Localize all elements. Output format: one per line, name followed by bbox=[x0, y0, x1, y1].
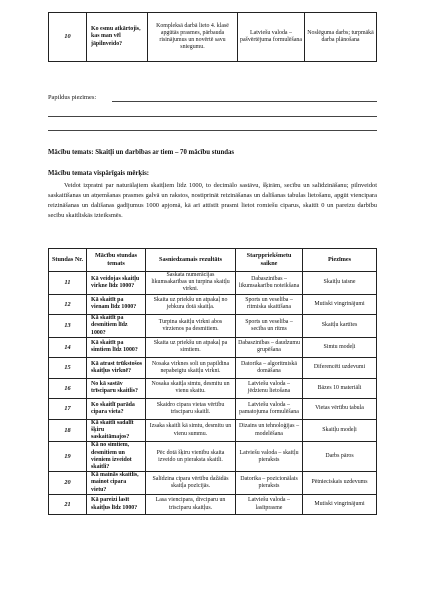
notes-line bbox=[112, 101, 377, 102]
lesson-notes: Skaitļu taisne bbox=[303, 272, 377, 295]
lesson-result: Izsaka skaitli kā simtu, desmitu un vienu summu. bbox=[146, 419, 236, 442]
lesson-result: Nosaka virknes soli un papildina nepabeigtu skaitļu virkni. bbox=[146, 358, 236, 379]
column-header: Stundas Nr. bbox=[49, 249, 87, 272]
lesson-notes: Vietas vērtību tabula bbox=[303, 399, 377, 420]
lesson-result: Skaita uz priekšu un atpakaļ pa simtiem. bbox=[146, 337, 236, 358]
table-row bbox=[49, 315, 377, 338]
lesson-link: Latviešu valoda – skaitļu pieraksts bbox=[236, 442, 303, 472]
lesson-number: 21 bbox=[49, 494, 87, 515]
notes-label: Papildus piezīmes: bbox=[48, 94, 97, 101]
lesson-notes: Darbs pāros bbox=[303, 442, 377, 472]
lesson-topic: Kā mainās skaitlis, mainot cipara vietu? bbox=[87, 472, 146, 495]
lesson-topic: Kā veidojas skaitļu virkne līdz 1000? bbox=[87, 272, 146, 295]
table-row bbox=[49, 494, 377, 515]
lesson-number: 17 bbox=[49, 399, 87, 420]
table-row bbox=[49, 399, 377, 420]
lesson-number: 15 bbox=[49, 358, 87, 379]
lesson-notes: Noslēguma darbs; turpmākā darba plānošana bbox=[305, 13, 377, 62]
lesson-number: 18 bbox=[49, 419, 87, 442]
lesson-result: Salīdzina cipara vērtību dažādās skaitļa pozīcijās. bbox=[146, 472, 236, 495]
table-row bbox=[49, 337, 377, 358]
lesson-link: Latviešu valoda – pamatojuma formulēšana bbox=[236, 399, 303, 420]
column-header: Piezīmes bbox=[303, 249, 377, 272]
lesson-number: 10 bbox=[49, 13, 87, 62]
lesson-topic: Ko skaitlī parāda cipara vieta? bbox=[87, 399, 146, 420]
table-header-row bbox=[49, 249, 377, 272]
lesson-link: Latviešu valoda – jēdzienu lietošana bbox=[236, 378, 303, 399]
lesson-topic: Kā skaitīt pa simtiem līdz 1000? bbox=[87, 337, 146, 358]
lesson-number: 13 bbox=[49, 315, 87, 338]
section-title: Mācību temats: Skaitļi un darbības ar tiem – 70 mācību stundas bbox=[48, 149, 235, 156]
lesson-number: 11 bbox=[49, 272, 87, 295]
table-row bbox=[49, 13, 377, 62]
lesson-link: Latviešu valoda – lasītprasme bbox=[236, 494, 303, 515]
goal-title: Mācību temata vispārīgais mērķis: bbox=[48, 170, 149, 177]
lesson-notes: Mutiski vingrinājumi bbox=[303, 494, 377, 515]
lesson-notes: Bāzes 10 materiāli bbox=[303, 378, 377, 399]
lesson-topic: Kā no simtiem, desmitiem un vieniem izveidot skaitli? bbox=[87, 442, 146, 472]
lesson-number: 12 bbox=[49, 294, 87, 315]
lesson-number: 19 bbox=[49, 442, 87, 472]
lesson-link: Sports un veselība – ritmiska skaitīšana bbox=[236, 294, 303, 315]
lesson-topic: Ko esmu atkārtojis, kas man vēl jāpilnveido? bbox=[87, 13, 148, 62]
table-row bbox=[49, 358, 377, 379]
lesson-link: Dabaszinības – daudzumu grupēšana bbox=[236, 337, 303, 358]
lesson-link: Dizains un tehnoloģijas – modelēšana bbox=[236, 419, 303, 442]
table-row bbox=[49, 472, 377, 495]
lesson-result: Saskata numerācijas likumsakarības un turpina skaitļu virkni. bbox=[146, 272, 236, 295]
lesson-notes: Simtu modeļi bbox=[303, 337, 377, 358]
column-header: Mācību stundas temats bbox=[87, 249, 146, 272]
lesson-result: Kompleksā darbā lieto 4. klasē apgūtās prasmes, pārbauda risinājumus un novērtē savu sniegumu. bbox=[148, 13, 238, 62]
lesson-topic: Kā skaitīt pa desmitiem līdz 1000? bbox=[87, 315, 146, 338]
table-row bbox=[49, 419, 377, 442]
notes-line bbox=[48, 130, 377, 131]
lesson-notes: Pētnieciskais uzdevums bbox=[303, 472, 377, 495]
column-header: Starppriekšmetu saikne bbox=[236, 249, 303, 272]
lesson-result: Turpina skaitļu virkni abos virzienos pa desmitiem. bbox=[146, 315, 236, 338]
table-row bbox=[49, 272, 377, 295]
lesson-notes: Mutiski vingrinājumi bbox=[303, 294, 377, 315]
lesson-topic: Kā atrast trūkstošos skaitļus virknē? bbox=[87, 358, 146, 379]
lesson-topic: No kā sastāv trīsciparu skaitlis? bbox=[87, 378, 146, 399]
lesson-notes: Diferencēti uzdevumi bbox=[303, 358, 377, 379]
lesson-link: Datorika – pozicionālais pieraksts bbox=[236, 472, 303, 495]
lesson-notes: Skaitļu modeļi bbox=[303, 419, 377, 442]
notes-line bbox=[48, 116, 377, 117]
table-row bbox=[49, 294, 377, 315]
lesson-topic: Kā skaitīt pa vienam līdz 1000? bbox=[87, 294, 146, 315]
lesson-topic: Kā pareizi lasīt skaitļus līdz 1000? bbox=[87, 494, 146, 515]
lesson-result: Skaidro cipara vietas vērtību trīsciparu skaitlī. bbox=[146, 399, 236, 420]
lesson-plan-table bbox=[48, 248, 377, 515]
lesson-number: 14 bbox=[49, 337, 87, 358]
lesson-notes: Skaitļu kartītes bbox=[303, 315, 377, 338]
previous-lessons-table bbox=[48, 12, 377, 62]
lesson-link: Dabaszinības – likumsakarību noteikšana bbox=[236, 272, 303, 295]
lesson-link: Datorika – algoritmiskā domāšana bbox=[236, 358, 303, 379]
goal-paragraph: Veidot izpratni par naturālajiem skaitļiem līdz 1000, to decimālo sastāvu, šķirām, secību un salīdzināšanu; pilnveidot saskaitīšanas un atņemšanas prasmes galvā un rakstos, nostiprināt reizināšanas un dalīšanas tabulas lietošanu, apgūt viencipara reizināšanas un dalīšanas gadījumus 1000 apjomā, kā arī attīstīt prasmi lietot romiešu ciparus, skaitīt 0 un pareizu darbību secību skaitliskās izteiksmēs. bbox=[48, 182, 377, 219]
table-row bbox=[49, 442, 377, 472]
lesson-result: Skaita uz priekšu un atpakaļ no jebkura dotā skaitļa. bbox=[146, 294, 236, 315]
lesson-result: Lasa viencipara, divciparu un trīsciparu skaitļus. bbox=[146, 494, 236, 515]
lesson-number: 16 bbox=[49, 378, 87, 399]
lesson-topic: Kā skaitli sadalīt šķiru saskaitāmajos? bbox=[87, 419, 146, 442]
column-header: Sasniedzamais rezultāts bbox=[146, 249, 236, 272]
lesson-result: Nosaka skaitļa simtu, desmitu un vienu skaitu. bbox=[146, 378, 236, 399]
table-row bbox=[49, 378, 377, 399]
lesson-result: Pēc dotā šķiru vienību skaita izveido un pieraksta skaitli. bbox=[146, 442, 236, 472]
lesson-link: Latviešu valoda – pašvērtējuma formulēšana bbox=[238, 13, 305, 62]
lesson-link: Sports un veselība – secība un ritms bbox=[236, 315, 303, 338]
lesson-number: 20 bbox=[49, 472, 87, 495]
